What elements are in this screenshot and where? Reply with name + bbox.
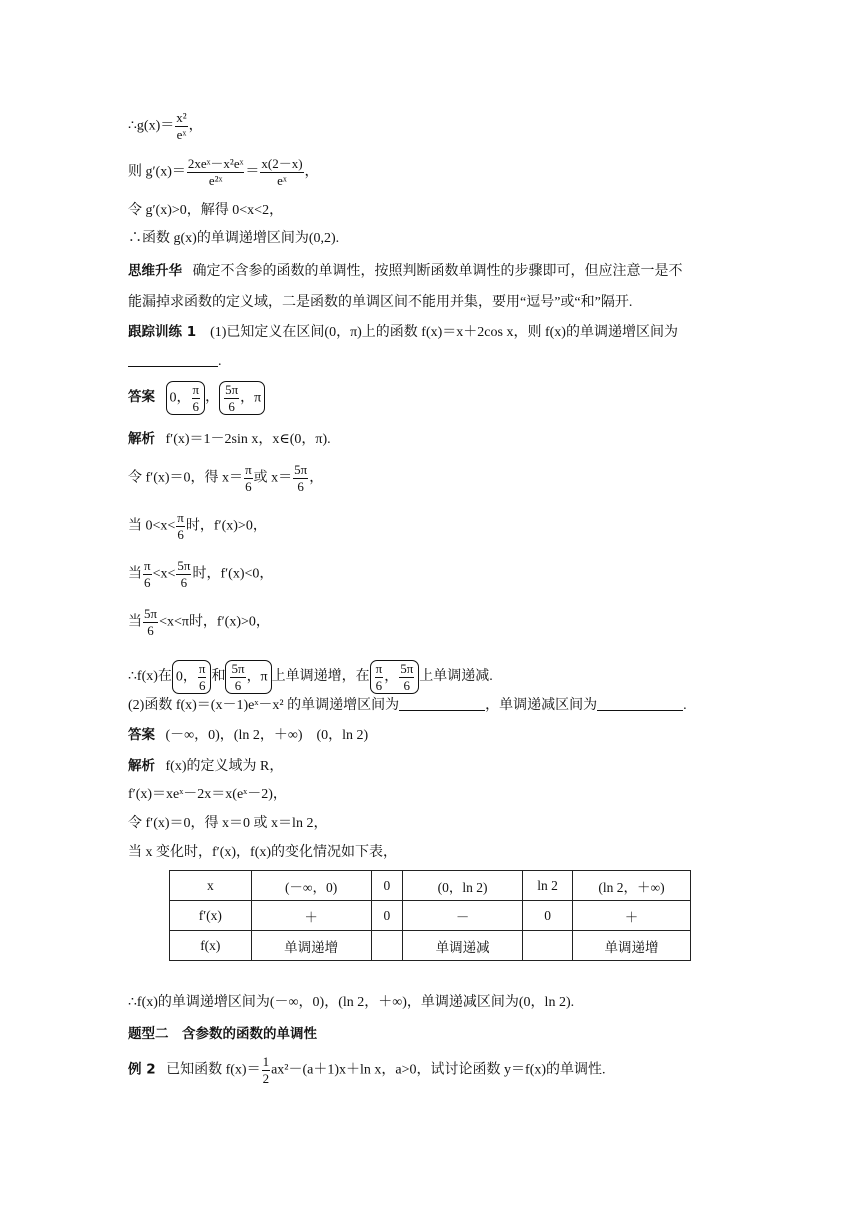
- table-cell: 0: [371, 901, 402, 931]
- case-line-1: 当 0<x< $\frac{\pi}{6}$ 时，f′(x)>0，: [128, 510, 267, 542]
- table-cell: ＋: [251, 901, 371, 931]
- analysis-line-2: 解析 f(x)的定义域为 R，: [128, 758, 284, 774]
- think-block-line2: 能漏掉求函数的定义域，二是函数的单调区间不能用并集，要用“逗号”或“和”隔开.: [128, 295, 633, 310]
- variation-table: [169, 870, 691, 961]
- answer-blank: [399, 696, 485, 711]
- answer-label: 答案: [128, 389, 155, 406]
- table-intro-line: 当 x 变化时，f′(x)，f(x)的变化情况如下表，: [128, 845, 398, 860]
- table-cell: [371, 931, 402, 961]
- zero-line: 令 f′(x)＝0，得 x＝0 或 x＝ln 2，: [128, 816, 328, 831]
- analysis-label: 解析: [128, 758, 155, 774]
- table-cell: (－∞，0): [251, 871, 371, 901]
- table-cell: f(x): [170, 931, 252, 961]
- table-cell: 0: [371, 871, 402, 901]
- table-cell: (ln 2，＋∞): [573, 871, 691, 901]
- line-g-derivative: 则 g′(x)＝ $\frac{\text{2xeˣ－x²eˣ}}{\text{e²ˣ}}$ ＝ $\frac{x(2-x)}{\text{eˣ}}$ ，: [128, 156, 319, 188]
- derivative-line: f′(x)＝xeˣ－2x＝x(eˣ－2)，: [128, 787, 287, 802]
- fraction: $\frac{\text{2xeˣ－x²eˣ}}{\text{e²ˣ}}$: [187, 156, 244, 188]
- analysis-line-1: 解析 f′(x)＝1－2sin x，x∈(0，π).: [128, 431, 331, 447]
- table-row: [170, 901, 691, 931]
- table-cell: 单调递减: [403, 931, 523, 961]
- table-cell: 0: [523, 901, 573, 931]
- interval-bracket: 0， $\frac{\pi}{6}$: [172, 660, 212, 694]
- interval-bracket: 0， $\frac{\pi}{6}$: [166, 381, 206, 415]
- line-conclusion-g: ∴函数 g(x)的单调递增区间为(0,2).: [128, 231, 340, 246]
- answer-label: 答案: [128, 727, 155, 743]
- answer-blank: [128, 352, 218, 367]
- train-line: 跟踪训练 1 (1)已知定义在区间(0，π)上的函数 f(x)＝x＋2cos x，则 f(x)的单调递增区间为: [128, 324, 678, 340]
- line-g-def: ∴g(x)＝ $\frac{\text{x²}}{\text{eˣ}}$ ，: [128, 110, 203, 142]
- section-heading: 题型二 含参数的函数的单调性: [128, 1026, 317, 1042]
- train-label: 跟踪训练 1: [128, 324, 197, 340]
- summary-line: ∴f(x)的单调递增区间为(－∞，0)，(ln 2，＋∞)，单调递减区间为(0，ln 2).: [128, 995, 575, 1010]
- case-line-2: 当 $\frac{\pi}{6}$ <x< $\frac{5\pi}{6}$ 时，f′(x)<0，: [128, 558, 274, 590]
- line-solve: 令 g′(x)>0，解得 0<x<2，: [128, 203, 284, 218]
- interval-bracket: $\frac{\pi}{6}$ ， $\frac{5\pi}{6}$: [370, 660, 420, 694]
- problem-2-line: (2)函数 f(x)＝(x－1)eˣ－x² 的单调递增区间为 ，单调递减区间为 .: [128, 698, 687, 713]
- table-row: [170, 871, 691, 901]
- table-cell: [523, 931, 573, 961]
- line-zeros: 令 f′(x)＝0，得 x＝ $\frac{\pi}{6}$ 或 x＝ $\frac{5\pi}{6}$ ，: [128, 462, 324, 494]
- table-cell: 单调递增: [573, 931, 691, 961]
- analysis-label: 解析: [128, 431, 155, 447]
- table-cell: ln 2: [523, 871, 573, 901]
- table-cell: ＋: [573, 901, 691, 931]
- interval-bracket: $\frac{5\pi}{6}$ ，π: [225, 660, 271, 694]
- table-cell: 单调递增: [251, 931, 371, 961]
- table-cell: f′(x): [170, 901, 252, 931]
- answer-line-2: 答案 (－∞，0)，(ln 2，＋∞) (0，ln 2): [128, 727, 369, 743]
- think-block-line1: 思维升华 确定不含参的函数的单调性，按照判断函数单调性的步骤即可，但应注意一是不: [128, 263, 683, 279]
- table-row: [170, 931, 691, 961]
- example-line: 例 2 已知函数 f(x)＝ $\frac{1}{2}$ ax²－(a＋1)x＋ln x，a>0，试讨论函数 y＝f(x)的单调性.: [128, 1054, 606, 1086]
- answer-line-1: 答案 0， $\frac{\pi}{6}$ ， $\frac{5\pi}{6}$ ，π: [128, 381, 265, 415]
- train-blank-line: .: [128, 352, 222, 372]
- table-cell: －: [403, 901, 523, 931]
- case-line-3: 当 $\frac{5\pi}{6}$ <x<π时，f′(x)>0，: [128, 606, 270, 638]
- table-cell: x: [170, 871, 252, 901]
- answer-blank: [597, 696, 683, 711]
- table-cell: (0，ln 2): [403, 871, 523, 901]
- example-label: 例 2: [128, 1061, 156, 1078]
- fraction: $\frac{x(2-x)}{\text{eˣ}}$: [261, 156, 303, 188]
- fraction: $\frac{\text{x²}}{\text{eˣ}}$: [176, 110, 187, 142]
- conclusion-line-1: ∴f(x)在 0， $\frac{\pi}{6}$ 和 $\frac{5\pi}{6}$ ，π 上单调递增，在 $\frac{\pi}{6}$ ， $\frac{5\pi}{6}$ 上单调递减.: [128, 661, 493, 693]
- interval-bracket: $\frac{5\pi}{6}$ ，π: [219, 381, 265, 415]
- text: ∴g(x)＝: [128, 118, 175, 134]
- think-label: 思维升华: [128, 263, 182, 279]
